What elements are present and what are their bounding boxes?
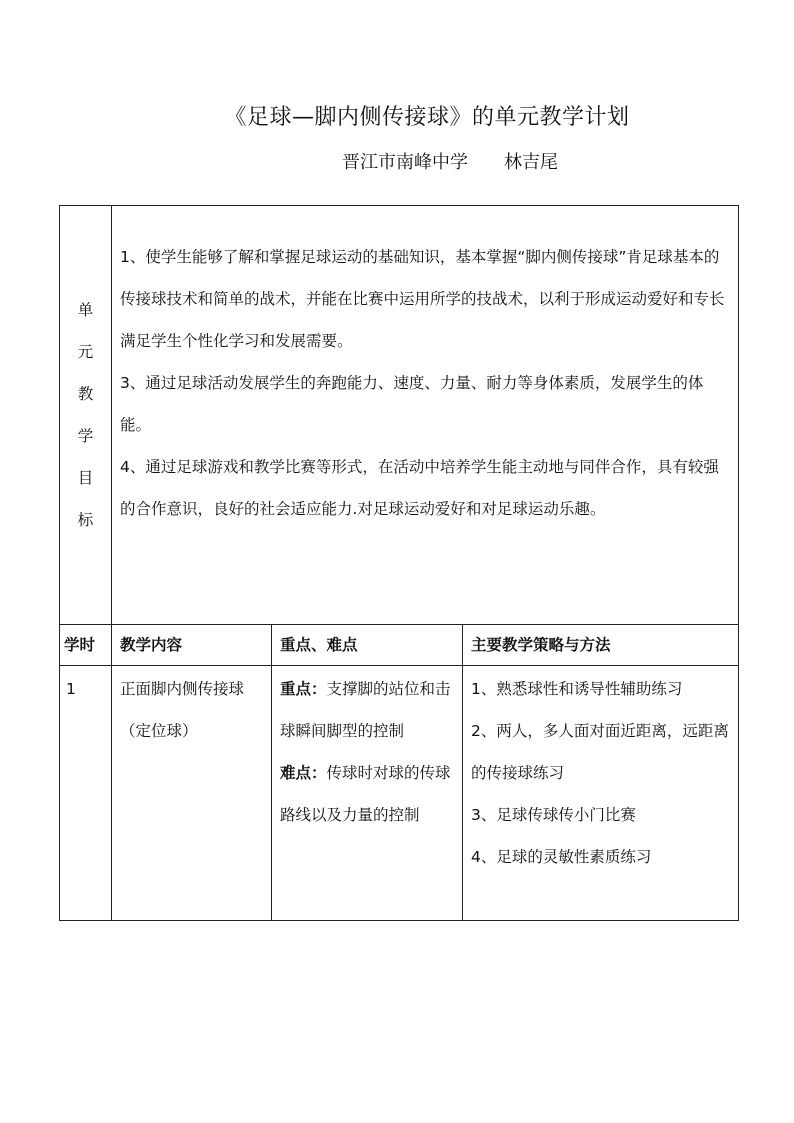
key-point bbox=[280, 668, 454, 752]
difficulty-point bbox=[280, 752, 454, 836]
header-key-points: 重点、难点 bbox=[272, 625, 463, 666]
goals-side-label bbox=[60, 206, 112, 625]
header-content: 教学内容 bbox=[112, 625, 272, 666]
school-name: 晋江市南峰中学 bbox=[342, 152, 468, 173]
method-item: 1、熟悉球性和诱导性辅助练习 bbox=[471, 680, 683, 698]
goal-item: 3、通过足球活动发展学生的奔跑能力、速度、力量、耐力等身体素质，发展学生的体能。 bbox=[120, 374, 704, 434]
side-char: 单 bbox=[77, 301, 94, 319]
cell-key-points bbox=[272, 666, 463, 921]
document-title: 《足球—脚内侧传接球》的单元教学计划 bbox=[224, 105, 630, 130]
header-period: 学时 bbox=[60, 625, 112, 666]
goals-text-cell bbox=[112, 206, 739, 625]
goal-item: 1、使学生能够了解和掌握足球运动的基础知识，基本掌握“脚内侧传接球”肯足球基本的传接球技术和简单的战术，并能在比赛中运用所学的技战术，以利于形成运动爱好和专长满足学生个性化学习和发展需要。 bbox=[120, 248, 725, 350]
cell-content: 正面脚内侧传接球（定位球） bbox=[112, 666, 272, 921]
table-row bbox=[60, 666, 739, 921]
key-text: 支撑脚的站位和击球瞬间脚型的控制 bbox=[280, 680, 451, 740]
goal-item: 4、通过足球游戏和教学比赛等形式，在活动中培养学生能主动地与同伴合作，具有较强的合作意识，良好的社会适应能力.对足球运动爱好和对足球运动乐趣。 bbox=[120, 458, 719, 518]
method-item: 4、足球的灵敏性素质练习 bbox=[471, 848, 652, 866]
difficulty-text: 传球时对球的传球路线以及力量的控制 bbox=[280, 764, 451, 824]
table-header-row bbox=[60, 625, 739, 666]
side-char: 标 bbox=[77, 511, 94, 529]
author-name: 林吉尾 bbox=[504, 152, 558, 173]
goals-row bbox=[60, 206, 739, 625]
side-char: 教 bbox=[77, 385, 94, 403]
cell-period: 1 bbox=[60, 666, 112, 921]
header-methods: 主要教学策略与方法 bbox=[463, 625, 739, 666]
difficulty-label: 难点： bbox=[280, 764, 327, 782]
cell-methods bbox=[463, 666, 739, 921]
side-char: 学 bbox=[77, 427, 94, 445]
document-subtitle bbox=[342, 148, 558, 174]
method-item: 2、两人，多人面对面近距离，远距离的传接球练习 bbox=[471, 722, 729, 782]
key-label: 重点： bbox=[280, 680, 327, 698]
side-char: 目 bbox=[77, 469, 94, 487]
method-item: 3、足球传球传小门比赛 bbox=[471, 806, 636, 824]
lesson-plan-table bbox=[59, 205, 739, 921]
side-char: 元 bbox=[77, 343, 94, 361]
